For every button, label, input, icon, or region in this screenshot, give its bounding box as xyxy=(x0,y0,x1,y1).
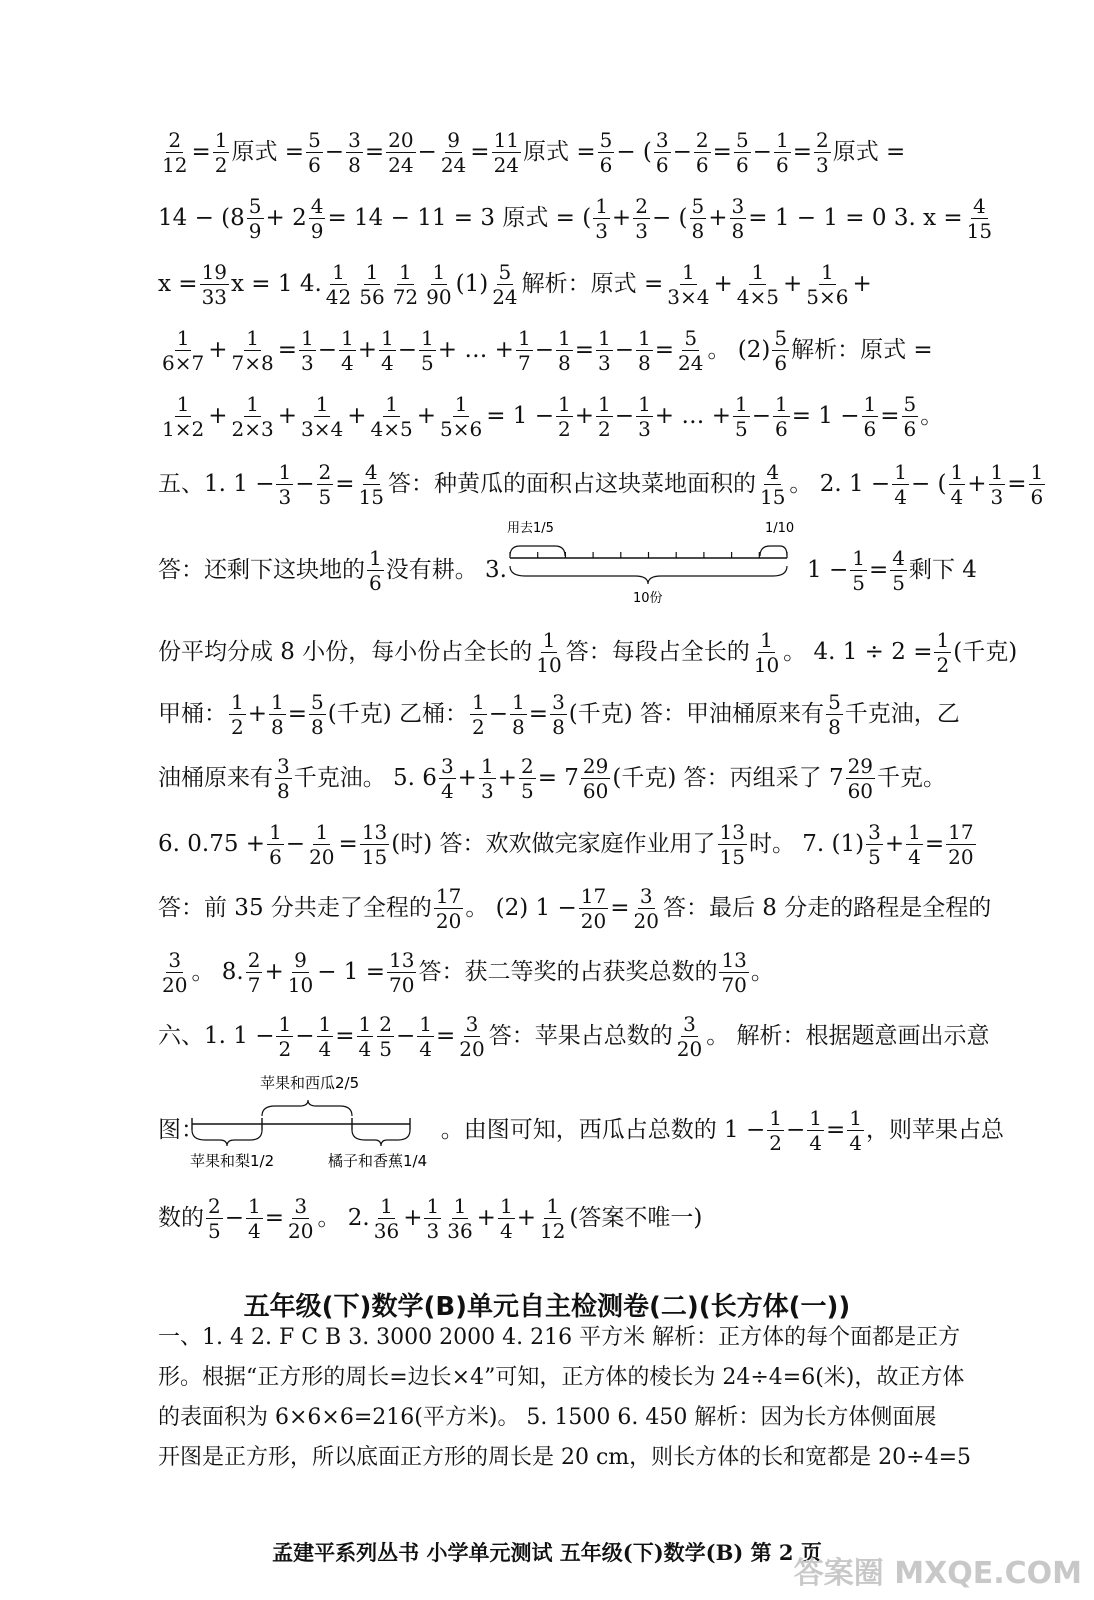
answer-line: 甲桶： $\frac{1}{2}$ + $\frac{1}{8}$ = $\frac{5}{8}$ (千克) 乙桶： $\frac{1}{2}$ − $\frac{1}{8}$ = $\frac{3}{8}$ (千克) 答：甲油桶原来有 $\frac{5}{8}$ 千克油，乙 xyxy=(158,690,960,739)
answer-line: 油桶原来有 $\frac{3}{8}$ 千克油。 5. 6 $\frac{3}{4}$ + $\frac{1}{3}$ + $\frac{2}{5}$ = 7 $\frac{29}{60}$ (千克) 答：丙组采了 7 $\frac{29}{60}$ 千克。 xyxy=(158,754,947,803)
section-title: 五年级(下)数学(B)单元自主检测卷(二)(长方体(一)) xyxy=(243,1292,851,1322)
para-line-3: 的表面积为 6×6×6=216(平方米)。 5. 1500 6. 450 解析：因为长方体侧面展 xyxy=(158,1405,937,1430)
answer-line: 五、1. 1 − $\frac{1}{3}$ − $\frac{2}{5}$ = $\frac{4}{15}$ 答：种黄瓜的面积占这块菜地面积的 $\frac{4}{15}$ 。 2. 1 − $\frac{1}{4}$ − ( $\frac{1}{4}$ + $\frac{1}{3}$ = $\frac{1}{6}$ xyxy=(158,460,1044,509)
answer-line: 14 − (8 $\frac{5}{9}$ + 2 $\frac{4}{9}$ = 14 − 11 = 3 原式 = ( $\frac{1}{3}$ + $\frac{2}{3}$ − ( $\frac{5}{8}$ + $\frac{3}{8}$ = 1 − 1 = 0 3. x = $\frac{4}{15}$ xyxy=(158,194,993,243)
answer-line: 六、1. 1 − $\frac{1}{2}$ − $\frac{1}{4}$ = $\frac{1}{4}$ $\frac{2}{5}$ − $\frac{1}{4}$ = $\frac{3}{20}$ 答：苹果占总数的 $\frac{3}{20}$ 。 解析：根据题意画出示意 xyxy=(158,1012,990,1061)
para-line-2: 形。根据“正方形的周长=边长×4”可知，正方体的棱长为 24÷4=6(米)，故正方体 xyxy=(158,1365,965,1390)
diagram2-top-label: 苹果和西瓜2/5 xyxy=(260,1074,360,1092)
para-line-4: 开图是正方形，所以底面正方形的周长是 20 cm，则长方体的长和宽都是 20÷4=5 xyxy=(158,1445,972,1470)
answer-line: 6. 0.75 + $\frac{1}{6}$ − $\frac{1}{20}$ = $\frac{13}{15}$ (时) 答：欢欢做完家庭作业用了 $\frac{13}{15}$ 时。 7. (1) $\frac{3}{5}$ + $\frac{1}{4}$ = $\frac{17}{20}$ xyxy=(158,820,974,869)
answer-line: x = $\frac{19}{33}$ x = 1 4. $\frac{1}{42}$ $\frac{1}{56}$ $\frac{1}{72}$ $\frac{1}{90}$ (1) $\frac{5}{24}$ 解析：原式 = $\frac{1}{3\times 4}$ + $\frac{1}{4\times 5}$ + $\frac{1}{5\times 6}$ + xyxy=(158,260,872,309)
answer-line: $\frac{2}{12}$ = $\frac{1}{2}$ 原式 = $\frac{5}{6}$ − $\frac{3}{8}$ = $\frac{20}{24}$ − $\frac{9}{24}$ = $\frac{11}{24}$ 原式 = $\frac{5}{6}$ − ( $\frac{3}{6}$ − $\frac{2}{6}$ = $\frac{5}{6}$ − $\frac{1}{6}$ = $\frac{2}{3}$ 原式 = xyxy=(162,128,906,177)
page-footer: 孟建平系列丛书 小学单元测试 五年级(下)数学(B) 第 2 页 xyxy=(272,1540,822,1565)
answer-line: 数的 $\frac{2}{5}$ − $\frac{1}{4}$ = $\frac{3}{20}$ 。 2. $\frac{1}{36}$ + $\frac{1}{3}$ $\frac{1}{36}$ + $\frac{1}{4}$ + $\frac{1}{12}$ (答案不唯一) xyxy=(158,1194,703,1243)
diagram1-total-label: 10份 xyxy=(633,591,663,606)
watermark-logo: 答案圈 MXQE.COM xyxy=(793,1556,1082,1591)
answer-line: 答：还剩下这块地的 $\frac{1}{6}$ 没有耕。 3. 1 − $\frac{1}{5}$ = $\frac{4}{5}$ 剩下 4 xyxy=(158,546,977,595)
diagram2-right-label: 橘子和香蕉1/4 xyxy=(328,1152,428,1170)
answer-line: 答：前 35 分共走了全程的 $\frac{17}{20}$ 。 (2) 1 − $\frac{17}{20}$ = $\frac{3}{20}$ 答：最后 8 分走的路程是全程的 xyxy=(158,884,992,933)
fruit-segment-diagram xyxy=(190,1066,430,1178)
answer-line: 份平均分成 8 小份，每小份占全长的 $\frac{1}{10}$ 答：每段占全长的 $\frac{1}{10}$ 。 4. 1 ÷ 2 = $\frac{1}{2}$ (千克) xyxy=(158,628,1018,677)
para-line-1: 一、1. 4 2. F C B 3. 3000 2000 4. 216 平方米 解析：正方体的每个面都是正方 xyxy=(158,1325,961,1350)
answer-line: $\frac{1}{6\times 7}$ + $\frac{1}{7\times 8}$ = $\frac{1}{3}$ − $\frac{1}{4}$ + $\frac{1}{4}$ − $\frac{1}{5}$ + … + $\frac{1}{7}$ − $\frac{1}{8}$ = $\frac{1}{3}$ − $\frac{1}{8}$ = $\frac{5}{24}$ 。 (2) $\frac{5}{6}$ 解析：原式 = xyxy=(162,326,933,375)
answer-line: 图： 。由图可知，西瓜占总数的 1 − $\frac{1}{2}$ − $\frac{1}{4}$ = $\frac{1}{4}$ ，则苹果占总 xyxy=(158,1106,1004,1155)
answer-line: $\frac{3}{20}$ 。 8. $\frac{2}{7}$ + $\frac{9}{10}$ − 1 = $\frac{13}{70}$ 答：获二等奖的占获奖总数的 $\frac{13}{70}$ 。 xyxy=(162,948,774,997)
diagram1-tenth-label: 1/10 xyxy=(765,521,795,536)
section-paragraph xyxy=(158,1318,1004,1478)
diagram2-left-label: 苹果和梨1/2 xyxy=(190,1152,275,1170)
diagram1-used-label: 用去1/5 xyxy=(507,521,554,536)
number-line-diagram xyxy=(505,516,795,606)
answer-line: $\frac{1}{1\times 2}$ + $\frac{1}{2\times 3}$ + $\frac{1}{3\times 4}$ + $\frac{1}{4\times 5}$ + $\frac{1}{5\times 6}$ = 1 − $\frac{1}{2}$ + $\frac{1}{2}$ − $\frac{1}{3}$ + … + $\frac{1}{5}$ − $\frac{1}{6}$ = 1 − $\frac{1}{6}$ = $\frac{5}{6}$ 。 xyxy=(162,392,944,441)
